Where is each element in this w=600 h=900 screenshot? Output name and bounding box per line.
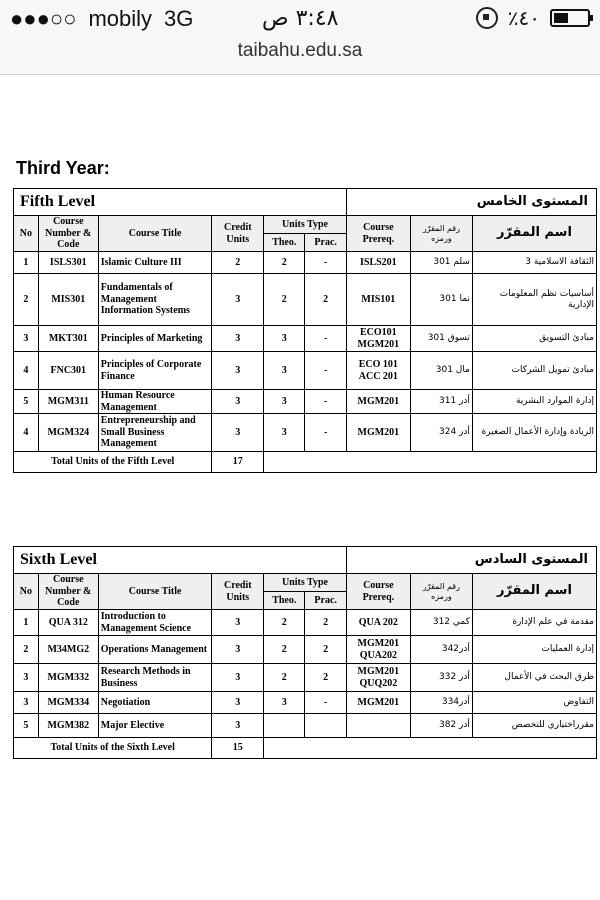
row-ar-code: أدر 324 bbox=[410, 414, 472, 452]
row-theo: 3 bbox=[264, 390, 305, 414]
row-code: MGM311 bbox=[38, 390, 98, 414]
row-credit: 3 bbox=[212, 610, 264, 636]
row-title: Major Elective bbox=[98, 714, 212, 738]
row-title: Islamic Culture III bbox=[98, 252, 212, 274]
total-units: 17 bbox=[212, 452, 264, 473]
row-credit: 3 bbox=[212, 414, 264, 452]
page-title: Third Year: bbox=[16, 158, 110, 178]
col-header-ar-code: رقم المقرّر ورمزه bbox=[410, 574, 472, 610]
table-row bbox=[14, 610, 597, 636]
row-theo: 3 bbox=[264, 352, 305, 390]
row-credit: 3 bbox=[212, 326, 264, 352]
status-bar bbox=[0, 0, 600, 38]
row-code: M34MG2 bbox=[38, 636, 98, 664]
row-title: Entrepreneurship and Small Business Management bbox=[98, 414, 212, 452]
row-theo: 2 bbox=[264, 610, 305, 636]
row-prereq: MIS101 bbox=[346, 274, 410, 326]
row-ar-name: إدارة العمليات bbox=[472, 636, 596, 664]
row-ar-name: التفاوض bbox=[472, 692, 596, 714]
row-theo: 2 bbox=[264, 664, 305, 692]
row-ar-name: مبادئ تمويل الشركات bbox=[472, 352, 596, 390]
carrier-info bbox=[10, 6, 205, 32]
row-ar-code: مال 301 bbox=[410, 352, 472, 390]
row-no: 2 bbox=[14, 274, 39, 326]
row-code: FNC301 bbox=[38, 352, 98, 390]
row-code: MKT301 bbox=[38, 326, 98, 352]
row-no: 1 bbox=[14, 252, 39, 274]
col-header-units-type: Units Type bbox=[264, 216, 347, 234]
fifth-level-table bbox=[13, 188, 597, 473]
row-code: MIS301 bbox=[38, 274, 98, 326]
row-credit: 3 bbox=[212, 714, 264, 738]
col-header-ar-name: اسم المقرّر bbox=[472, 216, 596, 252]
row-theo: 2 bbox=[264, 636, 305, 664]
row-prac bbox=[305, 714, 346, 738]
status-icons bbox=[476, 6, 590, 30]
battery-icon bbox=[550, 9, 590, 27]
row-prereq: MGM201 bbox=[346, 414, 410, 452]
level-name-ar: المستوى السادس bbox=[346, 547, 596, 574]
row-credit: 3 bbox=[212, 636, 264, 664]
row-title: Research Methods in Business bbox=[98, 664, 212, 692]
row-prereq bbox=[346, 714, 410, 738]
row-code: MGM382 bbox=[38, 714, 98, 738]
row-code: QUA 312 bbox=[38, 610, 98, 636]
row-ar-name: إدارة الموارد البشرية bbox=[472, 390, 596, 414]
row-ar-code: نما 301 bbox=[410, 274, 472, 326]
table-row bbox=[14, 326, 597, 352]
row-credit: 3 bbox=[212, 390, 264, 414]
row-code: MGM334 bbox=[38, 692, 98, 714]
row-theo: 2 bbox=[264, 274, 305, 326]
col-header-code: Course Number & Code bbox=[38, 216, 98, 252]
row-no: 2 bbox=[14, 636, 39, 664]
row-prac: - bbox=[305, 326, 346, 352]
row-prac: 2 bbox=[305, 274, 346, 326]
row-ar-code: تسوق 301 bbox=[410, 326, 472, 352]
signal-strength-icon: ●●●○○ bbox=[10, 6, 77, 31]
row-prac: 2 bbox=[305, 664, 346, 692]
row-credit: 2 bbox=[212, 252, 264, 274]
rotation-lock-icon bbox=[476, 7, 498, 29]
table-row bbox=[14, 664, 597, 692]
url-text[interactable]: taibahu.edu.sa bbox=[237, 40, 363, 61]
table-row bbox=[14, 352, 597, 390]
col-header-theo: Theo. bbox=[264, 234, 305, 252]
row-credit: 3 bbox=[212, 274, 264, 326]
col-header-ar-name: اسم المقرّر bbox=[472, 574, 596, 610]
row-theo: 3 bbox=[264, 692, 305, 714]
row-prereq: ECO 101 ACC 201 bbox=[346, 352, 410, 390]
col-header-prereq: Course Prereq. bbox=[346, 574, 410, 610]
total-label: Total Units of the Sixth Level bbox=[14, 738, 212, 759]
level-name-en: Fifth Level bbox=[14, 189, 347, 216]
col-header-units-type: Units Type bbox=[264, 574, 347, 592]
table-row bbox=[14, 636, 597, 664]
row-credit: 3 bbox=[212, 664, 264, 692]
row-ar-code: أدر 332 bbox=[410, 664, 472, 692]
col-header-prac: Prac. bbox=[305, 592, 346, 610]
row-code: MGM332 bbox=[38, 664, 98, 692]
level-name-en: Sixth Level bbox=[14, 547, 347, 574]
row-ar-name: أساسيات نظم المعلومات الإدارية bbox=[472, 274, 596, 326]
row-prereq: QUA 202 bbox=[346, 610, 410, 636]
row-ar-name: الثقافة الاسلامية 3 bbox=[472, 252, 596, 274]
carrier-name: mobily bbox=[88, 6, 153, 31]
row-code: MGM324 bbox=[38, 414, 98, 452]
row-no: 5 bbox=[14, 390, 39, 414]
row-no: 4 bbox=[14, 414, 39, 452]
row-no: 5 bbox=[14, 714, 39, 738]
sixth-level-table bbox=[13, 546, 597, 759]
row-prac: - bbox=[305, 252, 346, 274]
row-credit: 3 bbox=[212, 692, 264, 714]
row-prac: - bbox=[305, 352, 346, 390]
row-credit: 3 bbox=[212, 352, 264, 390]
row-ar-name: مبادئ التسويق bbox=[472, 326, 596, 352]
row-ar-name: طرق البحث في الأعمال bbox=[472, 664, 596, 692]
row-title: Introduction to Management Science bbox=[98, 610, 212, 636]
row-ar-code: أدر 382 bbox=[410, 714, 472, 738]
row-ar-code: أدر342 bbox=[410, 636, 472, 664]
row-theo bbox=[264, 714, 305, 738]
row-ar-name: الريادة وإدارة الأعمال الصغيرة bbox=[472, 414, 596, 452]
row-prac: - bbox=[305, 390, 346, 414]
row-no: 3 bbox=[14, 664, 39, 692]
row-ar-name: مقدمة في علم الإدارة bbox=[472, 610, 596, 636]
row-theo: 2 bbox=[264, 252, 305, 274]
level-name-ar: المستوى الخامس bbox=[346, 189, 596, 216]
col-header-title: Course Title bbox=[98, 216, 212, 252]
row-prereq: MGM201 QUA202 bbox=[346, 636, 410, 664]
col-header-no: No bbox=[14, 216, 39, 252]
row-ar-code: كمي 312 bbox=[410, 610, 472, 636]
table-row bbox=[14, 390, 597, 414]
row-no: 3 bbox=[14, 326, 39, 352]
total-label: Total Units of the Fifth Level bbox=[14, 452, 212, 473]
row-ar-name: مقرراختياري للتخصص bbox=[472, 714, 596, 738]
row-prereq: MGM201 bbox=[346, 390, 410, 414]
row-title: Fundamentals of Management Information Systems bbox=[98, 274, 212, 326]
row-prereq: MGM201 QUQ202 bbox=[346, 664, 410, 692]
row-prac: - bbox=[305, 414, 346, 452]
row-title: Principles of Corporate Finance bbox=[98, 352, 212, 390]
col-header-code: Course Number & Code bbox=[38, 574, 98, 610]
row-prereq: MGM201 bbox=[346, 692, 410, 714]
row-code: ISLS301 bbox=[38, 252, 98, 274]
row-prac: - bbox=[305, 692, 346, 714]
address-bar[interactable] bbox=[0, 38, 600, 75]
total-units: 15 bbox=[212, 738, 264, 759]
row-prereq: ISLS201 bbox=[346, 252, 410, 274]
row-no: 3 bbox=[14, 692, 39, 714]
battery-percent: ٪٤٠ bbox=[507, 6, 540, 30]
row-ar-code: أدر334 bbox=[410, 692, 472, 714]
col-header-title: Course Title bbox=[98, 574, 212, 610]
row-ar-code: سلم 301 bbox=[410, 252, 472, 274]
col-header-prereq: Course Prereq. bbox=[346, 216, 410, 252]
col-header-prac: Prac. bbox=[305, 234, 346, 252]
col-header-no: No bbox=[14, 574, 39, 610]
table-row bbox=[14, 692, 597, 714]
table-row bbox=[14, 714, 597, 738]
row-theo: 3 bbox=[264, 326, 305, 352]
row-prereq: ECO101 MGM201 bbox=[346, 326, 410, 352]
row-prac: 2 bbox=[305, 636, 346, 664]
table-row bbox=[14, 274, 597, 326]
network-type: 3G bbox=[164, 6, 194, 31]
row-ar-code: أدر 311 bbox=[410, 390, 472, 414]
row-prac: 2 bbox=[305, 610, 346, 636]
row-theo: 3 bbox=[264, 414, 305, 452]
row-no: 1 bbox=[14, 610, 39, 636]
table-row bbox=[14, 252, 597, 274]
table-row bbox=[14, 414, 597, 452]
col-header-credit: Credit Units bbox=[212, 574, 264, 610]
col-header-ar-code: رقم المقرّر ورمزه bbox=[410, 216, 472, 252]
row-no: 4 bbox=[14, 352, 39, 390]
row-title: Principles of Marketing bbox=[98, 326, 212, 352]
clock: ٣:٤٨ ص bbox=[262, 6, 339, 31]
row-title: Operations Management bbox=[98, 636, 212, 664]
col-header-credit: Credit Units bbox=[212, 216, 264, 252]
row-title: Human Resource Management bbox=[98, 390, 212, 414]
col-header-theo: Theo. bbox=[264, 592, 305, 610]
row-title: Negotiation bbox=[98, 692, 212, 714]
